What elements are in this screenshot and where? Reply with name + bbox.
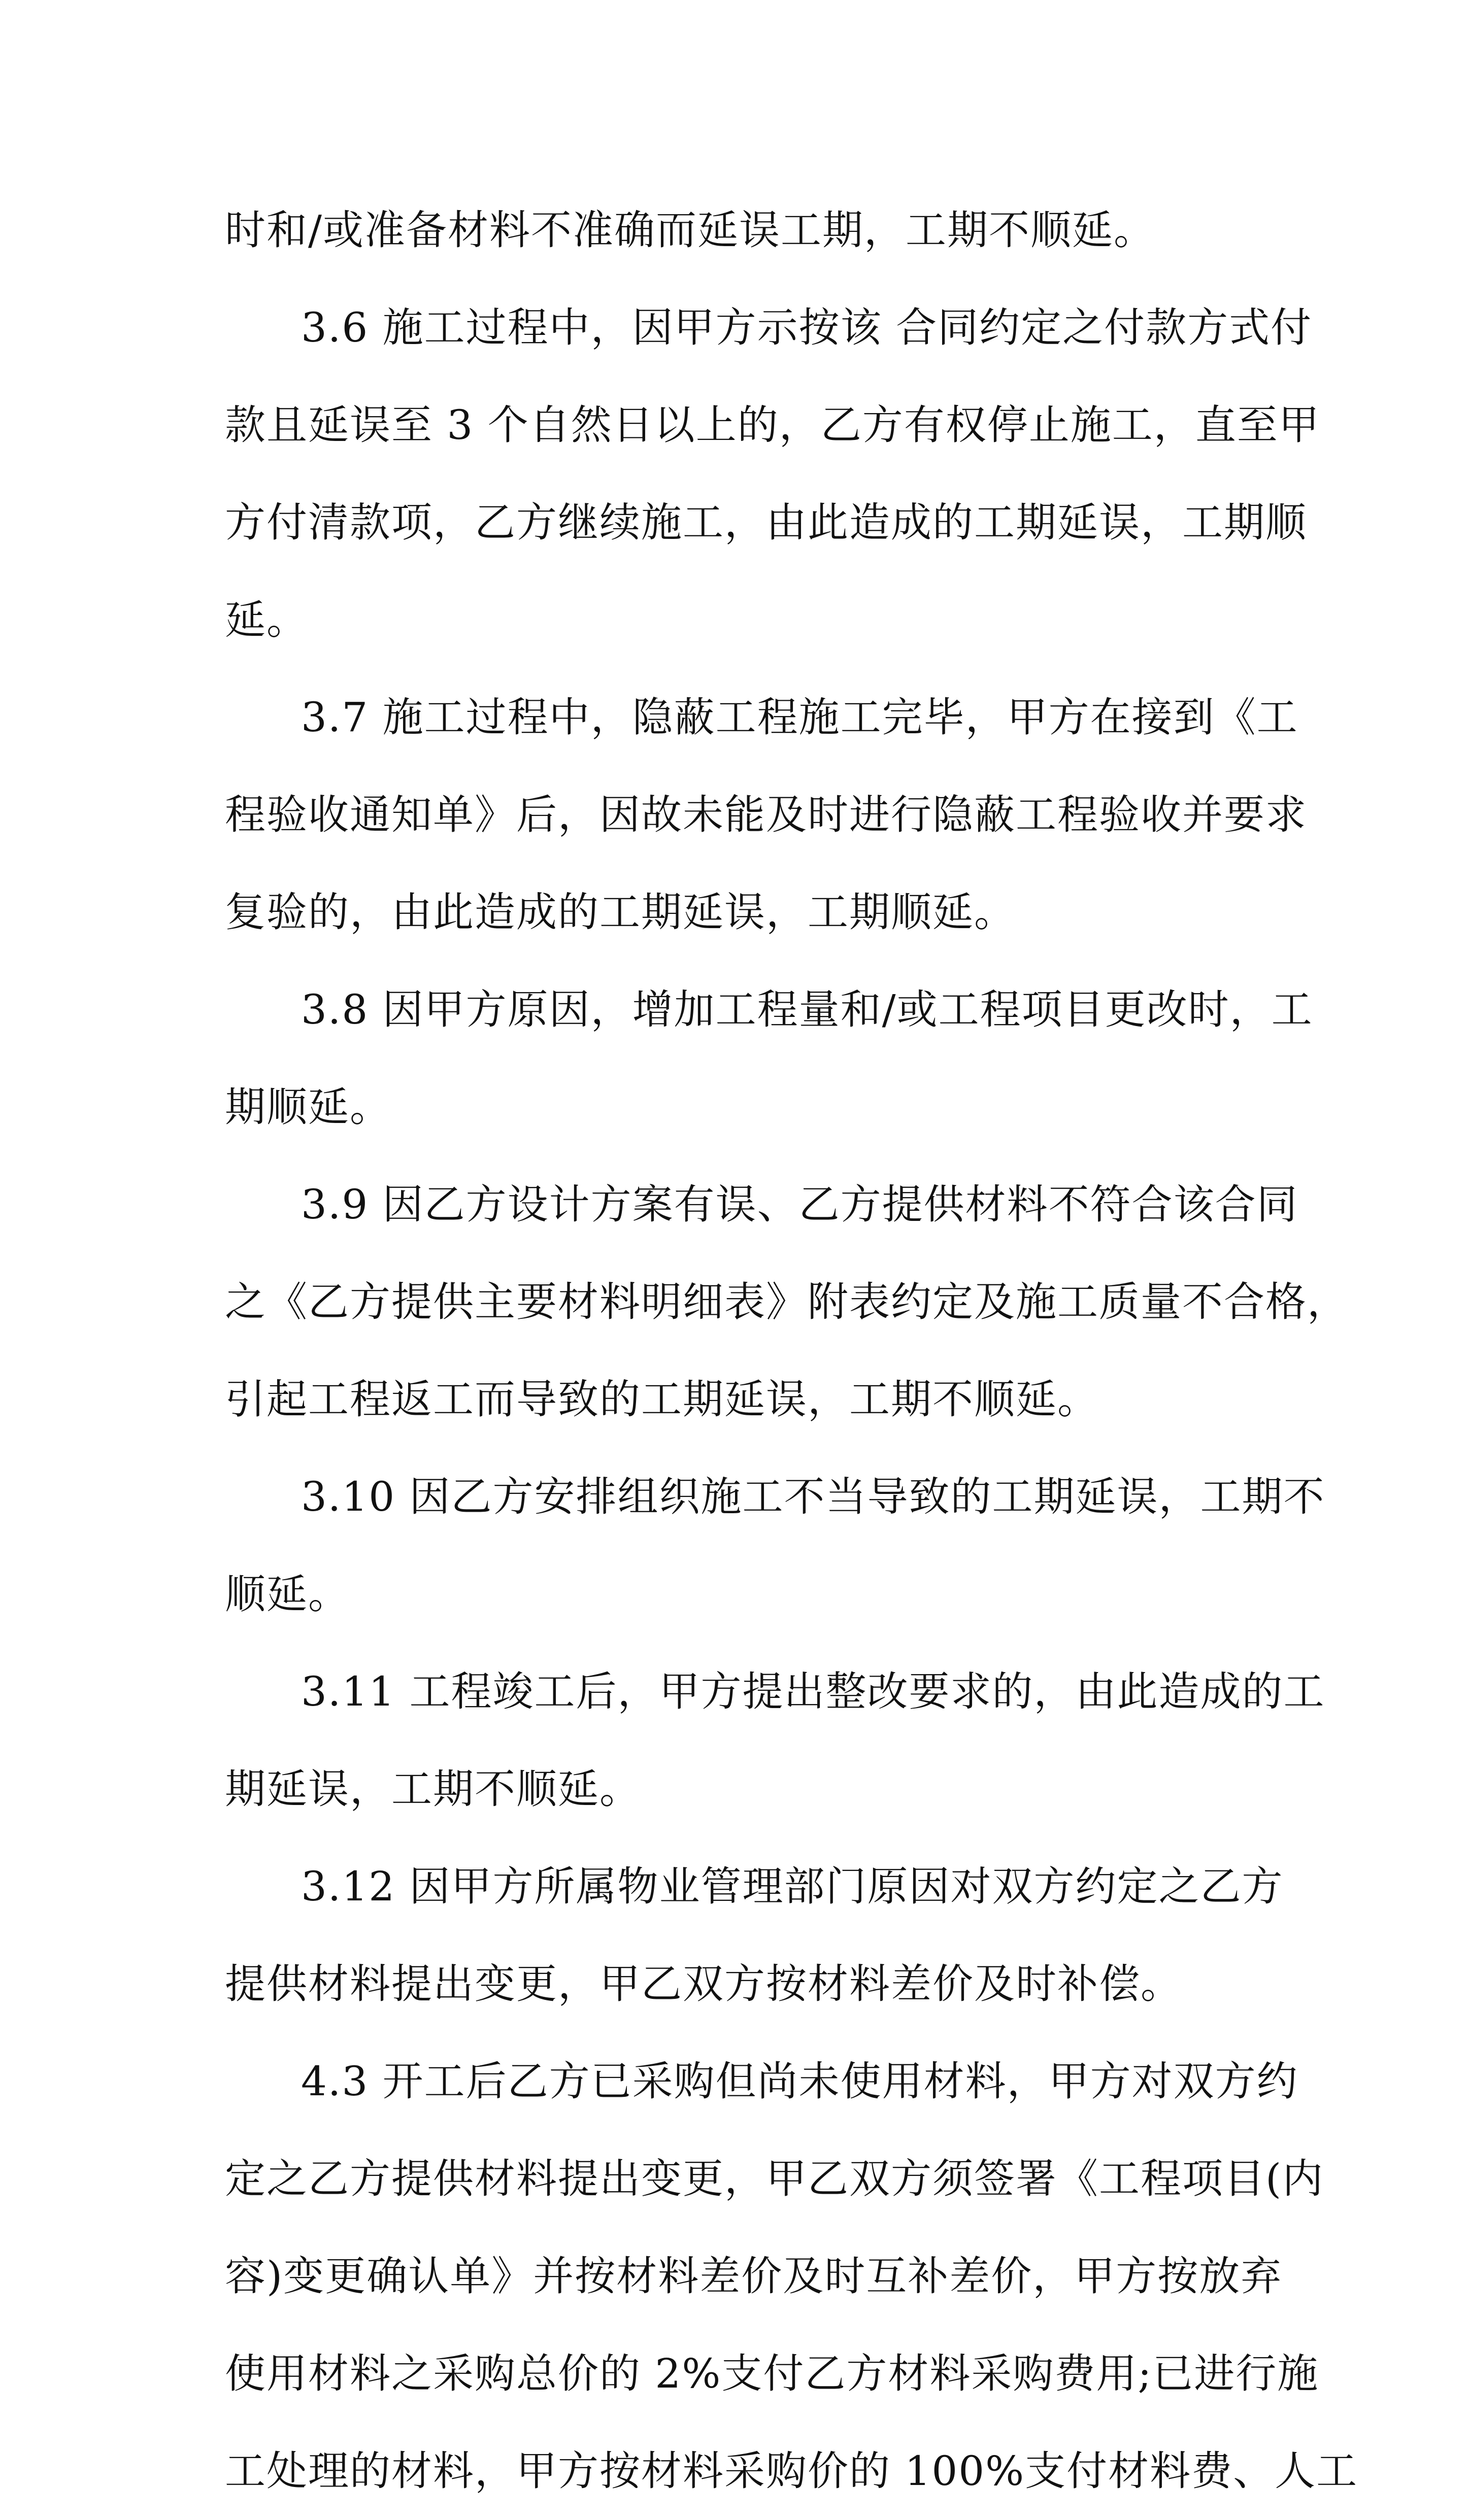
text-line-15: 顺延。 (225, 1571, 350, 1618)
text-line-20-clause-4-3: 4.3 开工后乙方已采购但尚未使用材料，甲方对双方约 (301, 2058, 1298, 2105)
text-line-23: 使用材料之采购总价的 2%支付乙方材料采购费用;已进行施 (225, 2350, 1319, 2397)
text-line-19: 提供材料提出变更，甲乙双方按材料差价及时补偿。 (225, 1960, 1182, 2007)
text-line-1: 时和/或准备材料不准确而延误工期，工期不顺延。 (225, 207, 1155, 254)
text-line-4: 方付清款项，乙方继续施工，由此造成的工期延误，工期顺 (225, 499, 1307, 546)
text-line-5: 延。 (225, 596, 308, 643)
text-line-24: 工处理的材料，甲方按材料采购价的 100%支付材料费、人工 (225, 2447, 1358, 2495)
text-line-6-clause-3-7: 3.7 施工过程中，隐蔽工程施工完毕，甲方在接到《工 (301, 694, 1298, 741)
text-line-2-clause-3-6: 3.6 施工过程中，因甲方示按该 合同约定之付款方式付 (301, 304, 1313, 351)
document-body (225, 182, 1358, 2520)
text-line-10: 期顺延。 (225, 1083, 391, 1131)
text-line-11-clause-3-9: 3.9 因乙方设计方案有误、乙方提供材料不符合该合同 (301, 1181, 1298, 1228)
text-line-21: 定之乙方提供材料提出变更，甲乙双方须签署《工程项目(内 (225, 2155, 1324, 2202)
text-line-22: 容)变更确认单》并按材料差价及时互补差价，甲方按放弃 (225, 2253, 1283, 2300)
text-line-17: 期延误，工期不顺延。 (225, 1765, 641, 1813)
text-line-16-clause-3-11: 3.11 工程竣工后，甲方提出整改要求的，由此造成的工 (301, 1668, 1325, 1715)
text-line-9-clause-3-8: 3.8 因甲方原因，增加工程量和/或工程项目更改时，工 (301, 986, 1313, 1033)
text-line-12: 之《乙方提供主要材料明细表》附表约定及施工质量不合格， (225, 1278, 1349, 1325)
text-line-14-clause-3-10: 3.10 因乙方安排组织施工不当导致的工期延误，工期不 (301, 1473, 1325, 1520)
text-line-3: 款且延误至 3 个自然日以上的，乙方有权停止施工，直至甲 (225, 401, 1320, 449)
text-line-8: 复验的，由此造成的工期延误，工期顺延。 (225, 889, 1016, 936)
text-line-7: 程验收通知单》后，因故未能及时进行隐蔽工程验收并要求 (225, 791, 1307, 838)
text-line-13: 引起工程返工而导致的工期延误，工期不顺延。 (225, 1376, 1099, 1423)
text-line-18-clause-3-12: 3.12 因甲方所属物业管理部门原因对双方约定之乙方 (301, 1863, 1284, 1910)
